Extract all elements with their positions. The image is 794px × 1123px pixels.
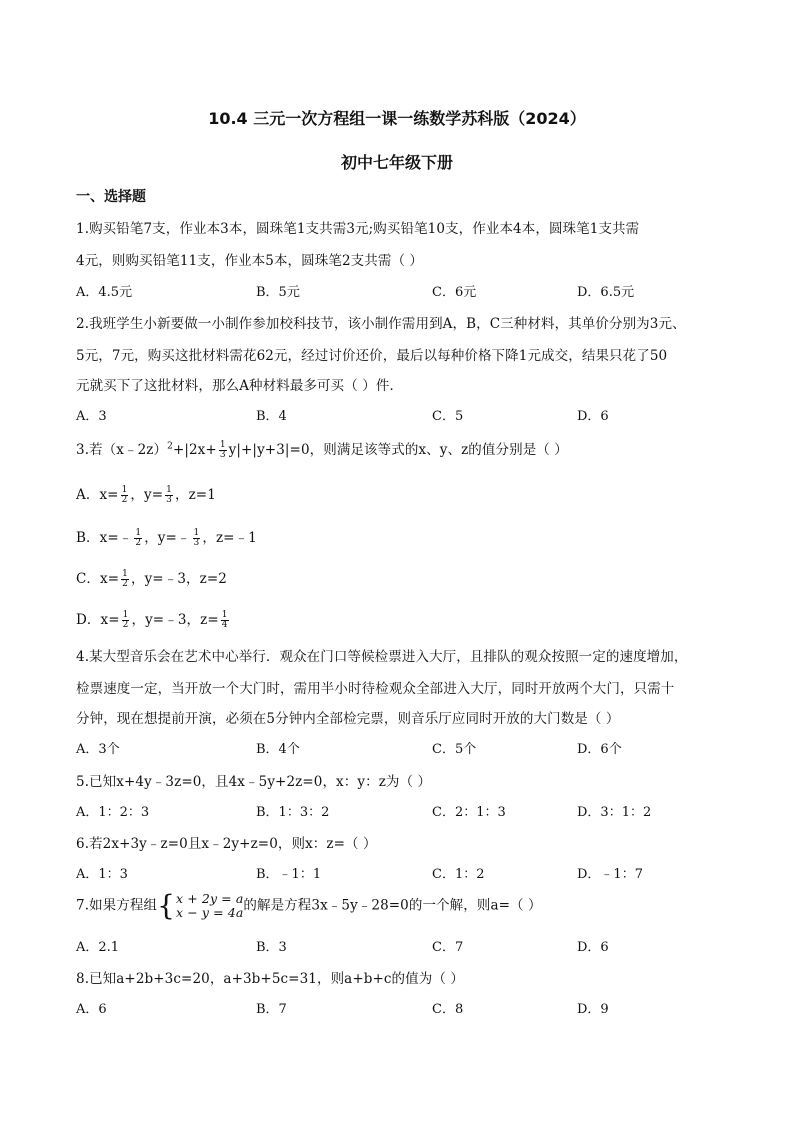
option-d: D．9 (577, 1002, 609, 1017)
option-d: D．3：1：2 (577, 805, 652, 820)
question-4-line-3: 分钟，现在想提前开演，必须在5分钟内全部检完票，则音乐厅应同时开放的大门数是（ ） (76, 711, 620, 727)
option-c: C．8 (432, 1002, 464, 1017)
question-4-options (76, 738, 756, 758)
question-3-option-d: D．x= $\frac{1}{2}$ ，y=﹣3，z= $\frac{1}{4}$ (76, 610, 228, 630)
question-3-option-b: B．x=﹣ $\frac{1}{2}$ ，y=﹣ $\frac{1}{3}$ ，z=﹣1 (76, 528, 257, 548)
option-a: A．3 (76, 409, 107, 424)
question-2-line-3: 元就买下了这批材料，那么A种材料最多可买（ ）件． (76, 378, 404, 394)
question-6-line-1: 6.若2x+3y﹣z=0且x﹣2y+z=0，则x：z=（ ） (76, 836, 377, 852)
question-8-options (76, 998, 756, 1018)
option-b: B．3 (256, 940, 287, 955)
question-2-line-2: 5元，7元，购买这批材料需花62元，经过讨价还价，最后以每种价格下降1元成交，结果只花了50 (76, 348, 668, 364)
question-3-option-a: A．x= $\frac{1}{2}$ ，y= $\frac{1}{3}$ ，z=1 (76, 485, 216, 505)
option-b: B．5元 (256, 285, 300, 300)
option-b: B．4 (256, 409, 287, 424)
document-subtitle: 初中七年级下册 (340, 153, 453, 172)
option-a: A．1：2：3 (76, 805, 150, 820)
option-c: C．5个 (432, 742, 477, 757)
q3-exponent: 2 (167, 441, 173, 452)
option-d: D．6 (577, 940, 609, 955)
option-a: A．1：3 (76, 867, 128, 882)
equation-system: x + 2y = a x − y = 4a (176, 891, 244, 920)
q3-text-2: +|2x+ (172, 442, 217, 458)
question-1-line-1: 1.购买铅笔7支，作业本3本，圆珠笔1支共需3元;购买铅笔10支，作业本4本，圆珠笔1支共需 (76, 221, 640, 237)
q3-text-3: y|+|y+3|=0，则满足该等式的x、y、z的值分别是（ ） (228, 442, 568, 458)
question-3-stem (76, 438, 568, 460)
option-b: B．4个 (256, 742, 300, 757)
option-a: A．2.1 (76, 940, 120, 955)
q3-fraction: $\frac{1}{3}$ (219, 440, 226, 460)
question-4-line-2: 检票速度一定，当开放一个大门时，需用半小时待检观众全部进入大厅，同时开放两个大门，只需十 (76, 681, 675, 697)
option-a: A．3个 (76, 742, 120, 757)
option-c: C．5 (432, 409, 464, 424)
option-c: C．7 (432, 940, 464, 955)
option-c: C．2：1：3 (432, 805, 506, 820)
option-b: B．1：3：2 (256, 805, 330, 820)
question-1-line-2: 4元，则购买铅笔11支，作业本5本，圆珠笔2支共需（ ） (76, 253, 424, 269)
question-5-options (76, 801, 756, 821)
question-4-line-1: 4.某大型音乐会在艺术中心举行．观众在门口等候检票进入大厅，且排队的观众按照一定的速度增加， (76, 649, 688, 665)
question-7-stem: 7.如果方程组{ x + 2y = a x − y = 4a 的解是方程3x﹣5y﹣28=0的一个解，则a=（ ） (76, 889, 542, 922)
q3-text-1: 3.若（x﹣2z） (76, 442, 168, 458)
option-a: A．4.5元 (76, 285, 133, 300)
option-d: D．6.5元 (577, 285, 635, 300)
question-2-line-1: 2.我班学生小新要做一小制作参加校科技节，该小制作需用到A，B，C三种材料，其单价分别为3元、 (76, 316, 686, 332)
option-d: D．6个 (577, 742, 622, 757)
question-1-options (76, 281, 756, 301)
option-b: B．7 (256, 1002, 287, 1017)
question-5-line-1: 5.已知x+4y﹣3z=0，且4x﹣5y+2z=0，x：y：z为（ ） (76, 774, 432, 790)
option-c: C．6元 (432, 285, 477, 300)
option-d: D．6 (577, 409, 609, 424)
question-7-options (76, 936, 756, 956)
document-title: 10.4 三元一次方程组一课一练数学苏科版（2024） (208, 109, 586, 128)
system-brace: { (157, 889, 176, 922)
option-a: A．6 (76, 1002, 107, 1017)
option-d: D．﹣1：7 (577, 867, 643, 882)
option-c: C．1：2 (432, 867, 485, 882)
option-b: B．﹣1：1 (256, 867, 322, 882)
question-8-line-1: 8.已知a+2b+3c=20，a+3b+5c=31，则a+b+c的值为（ ） (76, 971, 464, 987)
question-2-options (76, 405, 756, 425)
section-heading: 一、选择题 (76, 189, 146, 205)
question-6-options (76, 863, 756, 883)
question-3-option-c: C．x= $\frac{1}{2}$ ，y=﹣3，z=2 (76, 569, 227, 589)
